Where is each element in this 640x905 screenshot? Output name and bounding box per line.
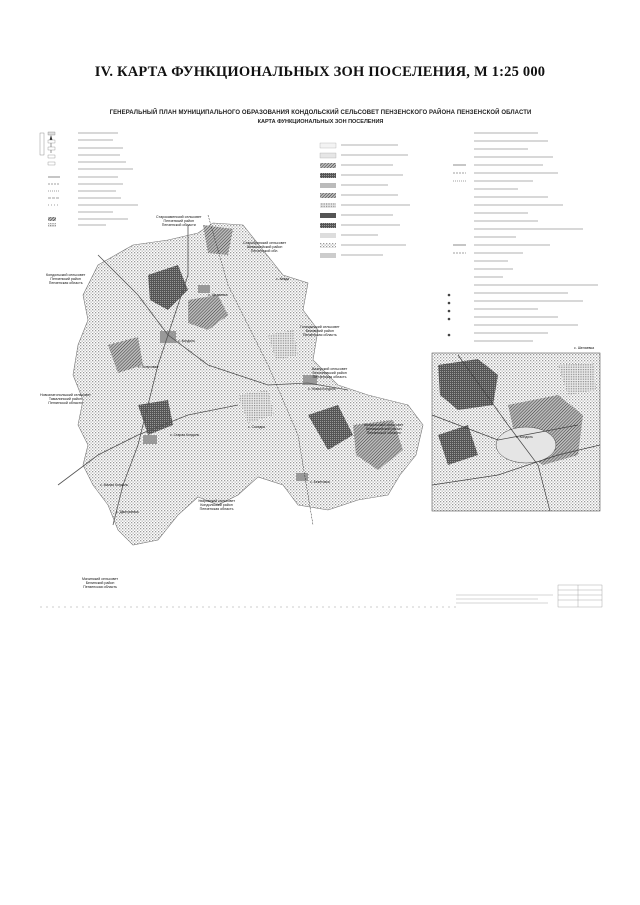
map-title: КАРТА ФУНКЦИОНАЛЬНЫХ ЗОН ПОСЕЛЕНИЯ — [257, 119, 384, 125]
page-title: IV. КАРТА ФУНКЦИОНАЛЬНЫХ ЗОН ПОСЕЛЕНИЯ, М 1:25 000 — [94, 64, 546, 80]
settlement-territory — [58, 215, 423, 545]
neighbor-label: Кондольский сельсовет Шемышейский район Пензенской области — [364, 423, 404, 436]
plan-title: ГЕНЕРАЛЬНЫЙ ПЛАН МУНИЦИПАЛЬНОГО ОБРАЗОВАНИЯ КОНДОЛЬСКИЙ СЕЛЬСОВЕТ ПЕНЗЕНСКОГО РАЙОНА ПЕНЗЕНСКОЙ ОБЛАСТИ — [109, 110, 532, 116]
neighbor-label: Новозлатопольский сельсовет Тамалинский район Пензенской области — [40, 393, 91, 406]
place-label: с. Лопуховка — [138, 365, 159, 369]
place-label: с. Новая Кондоль — [308, 387, 336, 391]
place-label: с. Кондоль — [178, 339, 195, 343]
neighbor-label: Старобуянский сельсовет Шемышейский район Пензенской обл. — [243, 241, 287, 254]
place-label: с. Соседка — [248, 425, 265, 429]
neighbor-label: Мачинский сельсовет Белинский район Пензенская область — [82, 577, 119, 590]
place-label: с. Бекетовка — [310, 480, 330, 484]
neighbor-label: Уваровский сельсовет Кондольский район Пензенская область — [198, 499, 236, 512]
neighbor-label: Голицынский сельсовет Бековский район Пензенская область — [300, 325, 340, 338]
place-label: с. Малая Кондоль — [100, 483, 129, 487]
sheet-frame — [38, 105, 603, 613]
place-label: с. Кевда — [276, 277, 290, 281]
legend-column-2 — [320, 143, 410, 258]
inset-place-label: с. Кондоль — [516, 435, 533, 439]
neighbor-label: Кондольский сельсовет Пензенский район Пензенская область — [46, 273, 86, 286]
inset-map — [432, 353, 600, 511]
legend-column-1 — [48, 132, 138, 227]
map-sheet — [38, 105, 603, 613]
inset-title: с. Шелаевка — [574, 346, 595, 350]
legend-column-3 — [448, 133, 598, 341]
place-label: с. Дмитриевка — [116, 510, 139, 514]
neighbor-label: Старокаменский сельсовет Пензенский район Пензенской области — [156, 215, 202, 228]
place-label: с. Шелаевка — [208, 293, 228, 297]
north-arrow-icon — [49, 135, 53, 153]
title-block — [456, 585, 602, 607]
place-label: с. Старая Кондоль — [170, 433, 200, 437]
neighbor-label: Вазерский сельсовет Бессоновский район Пензенская область — [312, 367, 348, 380]
